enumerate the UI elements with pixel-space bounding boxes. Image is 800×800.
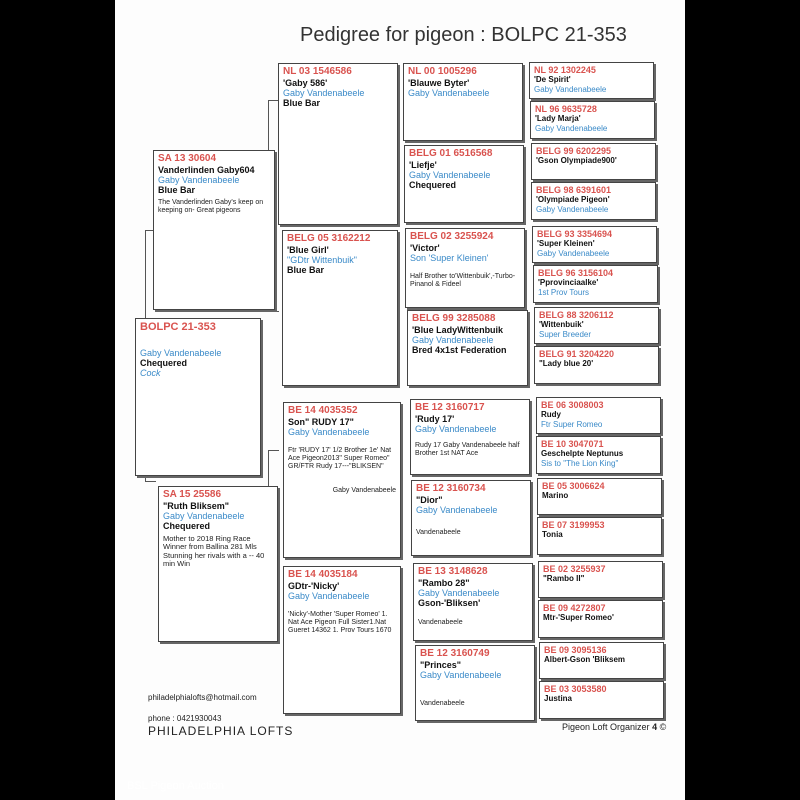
software-version: 4 bbox=[652, 722, 658, 732]
copyright: © bbox=[659, 722, 667, 732]
note: Half Brother to'Wittenbuik',-Turbo-Pinanol & Fideel bbox=[410, 273, 516, 289]
pigeon-name: 'Gson Olympiade900' bbox=[536, 156, 617, 166]
grandparent-box bbox=[282, 230, 398, 386]
pigeon-name: 'De Spirit' bbox=[534, 75, 571, 85]
color: Blue Bar bbox=[158, 185, 196, 196]
pigeon-name: 'Blue LadyWittenbuik bbox=[412, 324, 504, 335]
ring-number: BE 12 3160749 bbox=[420, 648, 490, 659]
pigeon-name: "Dior" bbox=[416, 494, 443, 505]
breeder: Gaby Vandenabeele bbox=[415, 423, 497, 434]
breeder: Super Breeder bbox=[539, 329, 592, 339]
ring-number: BELG 93 3354694 bbox=[537, 229, 613, 239]
g4-box bbox=[539, 681, 664, 719]
g4-box bbox=[538, 600, 663, 638]
ring-number: BE 05 3006624 bbox=[542, 481, 605, 491]
ring-number: NL 03 1546586 bbox=[283, 66, 352, 77]
great-grandparent-box bbox=[405, 228, 525, 308]
ring-number: BELG 99 3285088 bbox=[412, 313, 496, 324]
pigeon-name: 'Victor' bbox=[410, 242, 440, 253]
g4-box bbox=[536, 397, 661, 434]
breeder: Gaby Vandenabeele bbox=[158, 174, 240, 185]
pigeon-name: Rudy bbox=[541, 410, 561, 420]
pigeon-name: Son" RUDY 17" bbox=[288, 416, 354, 427]
ring-number: NL 00 1005296 bbox=[408, 66, 477, 77]
great-grandparent-box bbox=[415, 645, 535, 721]
subject-box bbox=[135, 318, 261, 476]
note: Ftr 'RUDY 17' 1/2 Brother 1e' Nat Ace Pigeon2013" Super Romeo" GR/FTR Rudy 17---"BLIKSEN" bbox=[288, 447, 392, 471]
pigeon-name: 'Blauwe Byter' bbox=[408, 77, 470, 88]
g4-box bbox=[534, 346, 659, 384]
pigeon-name: 'Super Kleinen' bbox=[537, 239, 595, 249]
pigeon-name: Justina bbox=[544, 694, 573, 704]
breeder: Gaby Vandenabeele bbox=[412, 334, 494, 345]
pigeon-name: "Princes" bbox=[420, 659, 462, 670]
ring-number: BE 09 3095136 bbox=[544, 645, 607, 655]
pigeon-name: 'Blue Girl' bbox=[287, 244, 329, 255]
ring-number: BE 14 4035184 bbox=[288, 569, 358, 580]
g4-box bbox=[537, 478, 662, 515]
ring-number: NL 96 9635728 bbox=[535, 104, 597, 114]
ring-number: BELG 96 3156104 bbox=[538, 268, 614, 278]
sire-box bbox=[153, 150, 275, 310]
g4-box bbox=[529, 62, 654, 99]
ring-number: BELG 99 6202295 bbox=[536, 146, 612, 156]
g4-box bbox=[531, 182, 656, 220]
ring-number: BELG 88 3206112 bbox=[539, 310, 614, 320]
color: Chequered bbox=[140, 357, 188, 368]
breeder: Gaby Vandenabeele bbox=[420, 669, 502, 680]
ring-number: BE 14 4035352 bbox=[288, 405, 358, 416]
breeder: Gaby Vandenabeele bbox=[409, 169, 491, 180]
loft-name: PHILADELPHIA LOFTS bbox=[148, 724, 294, 738]
note: Gaby Vandenabeele bbox=[332, 487, 396, 495]
phone: phone : 0421930043 bbox=[148, 714, 222, 723]
ring-number: NL 92 1302245 bbox=[534, 65, 596, 75]
dam-box bbox=[158, 486, 278, 642]
pigeon-name: Albert-Gson 'Bliksem bbox=[544, 655, 626, 665]
software-name: Pigeon Loft Organizer bbox=[562, 722, 650, 732]
ring-number: BOLPC 21-353 bbox=[140, 321, 216, 333]
ring-number: BELG 01 6516568 bbox=[409, 148, 493, 159]
pigeon-name: 'Rudy 17' bbox=[415, 413, 455, 424]
g4-box bbox=[532, 226, 657, 263]
breeder: Gaby Vandenabeele bbox=[140, 347, 222, 358]
breeder: Gaby Vandenabeele bbox=[163, 510, 245, 521]
breeder: Gaby Vandenabeele bbox=[288, 590, 370, 601]
color: Blue Bar bbox=[283, 98, 321, 109]
note: The Vanderlinden Gaby's keep on keeping on- Great pigeons bbox=[158, 198, 264, 214]
color: Chequered bbox=[409, 180, 457, 191]
great-grandparent-box bbox=[411, 480, 531, 556]
watermark-label: BSL Pigeon Auction bbox=[127, 780, 224, 792]
color: Bred 4x1st Federation bbox=[412, 345, 507, 356]
breeder: "GDtr Wittenbuik" bbox=[287, 254, 357, 265]
breeder: Gaby Vandenabeele bbox=[288, 426, 370, 437]
ring-number: BE 13 3148628 bbox=[418, 566, 488, 577]
ring-number: BE 12 3160734 bbox=[416, 483, 486, 494]
ring-number: BE 09 4272807 bbox=[543, 603, 606, 613]
grandparent-box bbox=[283, 566, 401, 714]
pigeon-name: 'Gaby 586' bbox=[283, 77, 328, 88]
breeder: Ftr Super Romeo bbox=[541, 419, 603, 429]
ring-number: BE 10 3047071 bbox=[541, 439, 604, 449]
breeder: Gaby Vandenabeele bbox=[416, 504, 498, 515]
sex: Cock bbox=[140, 368, 161, 379]
ring-number: BE 06 3008003 bbox=[541, 400, 604, 410]
ring-number: SA 13 30604 bbox=[158, 153, 217, 164]
pigeon-name: 'Wittenbuik' bbox=[539, 320, 584, 330]
breeder: Gaby Vandenabeele bbox=[408, 87, 490, 98]
note: Vandenabeele bbox=[420, 700, 465, 708]
pigeon-name: 'Lady Marja' bbox=[535, 114, 581, 124]
software-credit bbox=[562, 722, 666, 732]
pigeon-name: "Ruth Bliksem" bbox=[163, 500, 230, 511]
g4-box bbox=[536, 436, 661, 474]
pigeon-name: Geschelpte Neptunus bbox=[541, 449, 624, 459]
great-grandparent-box bbox=[404, 145, 524, 223]
g4-box bbox=[537, 517, 662, 555]
note: Vandenabeele bbox=[418, 618, 463, 626]
ring-number: BELG 91 3204220 bbox=[539, 349, 615, 359]
breeder: Gaby Vandenabeele bbox=[534, 84, 607, 94]
pigeon-name: "Rambo II" bbox=[543, 574, 585, 584]
note: Vandenabeele bbox=[416, 529, 461, 537]
color: Gson-'Bliksen' bbox=[418, 598, 481, 609]
note: Mother to 2018 Ring Race Winner from Ballina 281 Mls Stunning her rivals with a -- 40 min Win bbox=[163, 533, 265, 569]
ring-number: SA 15 25586 bbox=[163, 489, 222, 500]
great-grandparent-box bbox=[410, 399, 530, 475]
pigeon-name: Tonia bbox=[542, 530, 563, 540]
note: Rudy 17 Gaby Vandenabeele half Brother 1st NAT Ace bbox=[415, 442, 520, 458]
pigeon-name: 'Olympiade Pigeon' bbox=[536, 195, 610, 205]
pigeon-name: "Lady blue 20' bbox=[539, 359, 594, 369]
ring-number: BE 07 3199953 bbox=[542, 520, 605, 530]
grandparent-box bbox=[283, 402, 401, 558]
breeder: Gaby Vandenabeele bbox=[536, 204, 609, 214]
breeder: Gaby Vandenabeele bbox=[283, 87, 365, 98]
pigeon-name: Marino bbox=[542, 491, 569, 501]
breeder: Gaby Vandenabeele bbox=[418, 587, 500, 598]
ring-number: BE 03 3053580 bbox=[544, 684, 607, 694]
ring-number: BELG 02 3255924 bbox=[410, 231, 494, 242]
breeder: Son 'Super Kleinen' bbox=[410, 252, 489, 263]
grandparent-box bbox=[278, 63, 398, 225]
breeder: Gaby Vandenabeele bbox=[537, 248, 610, 258]
great-grandparent-box bbox=[403, 63, 523, 141]
great-grandparent-box bbox=[407, 310, 528, 386]
g4-box bbox=[531, 143, 656, 180]
breeder: 1st Prov Tours bbox=[538, 287, 589, 297]
pigeon-name: "Rambo 28" bbox=[418, 577, 470, 588]
breeder: Gaby Vandenabeele bbox=[535, 123, 608, 133]
pigeon-name: 'Liefje' bbox=[409, 159, 437, 170]
ring-number: BELG 05 3162212 bbox=[287, 233, 371, 244]
ring-number: BE 12 3160717 bbox=[415, 402, 485, 413]
great-grandparent-box bbox=[413, 563, 533, 641]
note: 'Nicky'-Mother 'Super Romeo' 1. Nat Ace Pigeon Full Sister1.Nat Gueret 14362 1. Prov Tours 1670 bbox=[288, 611, 392, 635]
color: Blue Bar bbox=[287, 265, 325, 276]
g4-box bbox=[539, 642, 664, 679]
pigeon-name: Mtr-'Super Romeo' bbox=[543, 613, 614, 623]
email: philadelphialofts@hotmail.com bbox=[148, 693, 257, 702]
color: Chequered bbox=[163, 521, 211, 532]
g4-box bbox=[538, 561, 663, 598]
pigeon-name: GDtr-'Nicky' bbox=[288, 580, 340, 591]
ring-number: BELG 98 6391601 bbox=[536, 185, 612, 195]
ring-number: BE 02 3255937 bbox=[543, 564, 606, 574]
g4-box bbox=[530, 101, 655, 139]
pigeon-name: 'Pprovinciaalke' bbox=[538, 278, 599, 288]
breeder: Sis to "The Lion King" bbox=[541, 458, 619, 468]
page-title: Pedigree for pigeon : BOLPC 21-353 bbox=[300, 24, 627, 46]
g4-box bbox=[533, 265, 658, 303]
pigeon-name: Vanderlinden Gaby604 bbox=[158, 164, 255, 175]
g4-box bbox=[534, 307, 659, 344]
